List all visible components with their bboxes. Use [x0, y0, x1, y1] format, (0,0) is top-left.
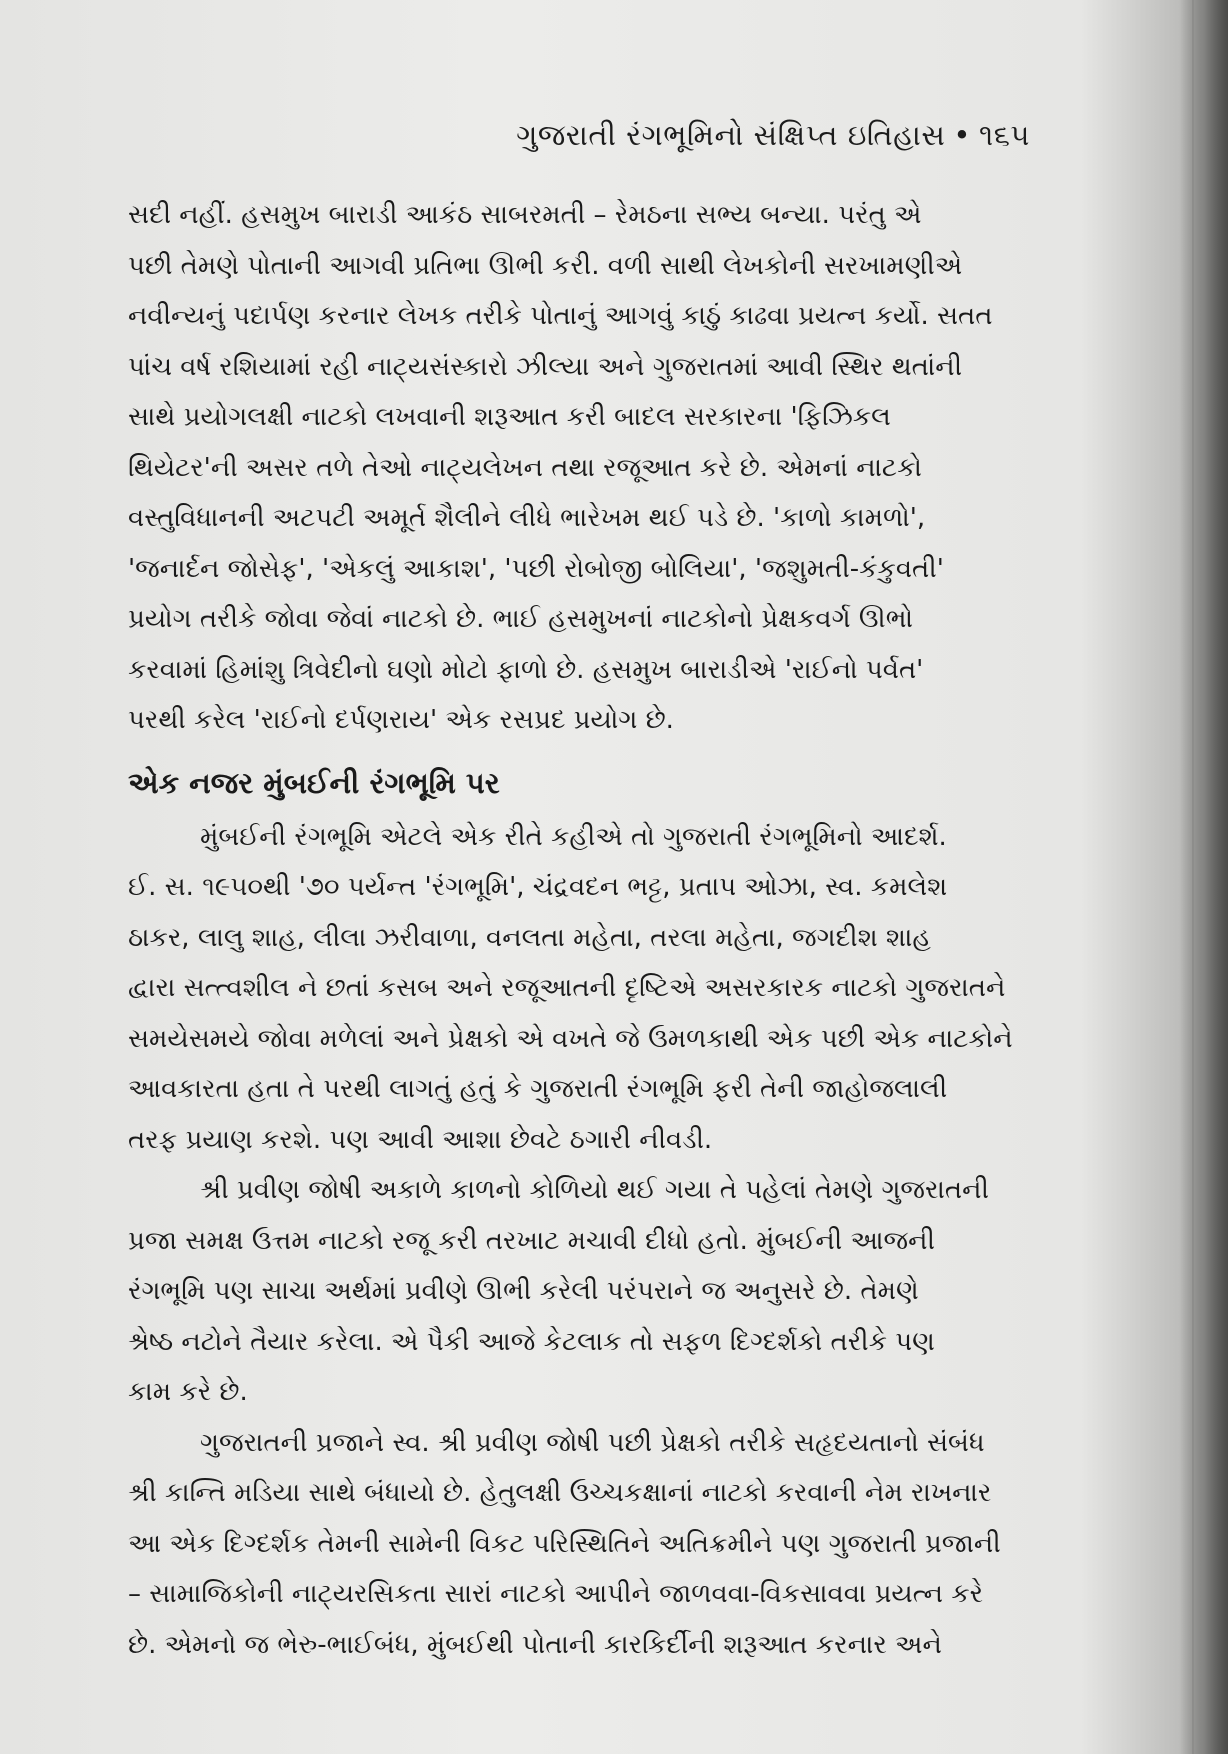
page-edge-line	[1192, 0, 1194, 1754]
text-line: નવીન્યનું પદાર્પણ કરનાર લેખક તરીકે પોતાનું આગવું કાઠું કાઢવા પ્રયત્ન કર્યો. સતત	[128, 301, 993, 331]
text-line: પાંચ વર્ષ રશિયામાં રહી નાટ્યસંસ્કારો ઝીલ્યા અને ગુજરાતમાં આવી સ્થિર થતાંની	[128, 351, 963, 382]
text-line: વસ્તુવિધાનની અટપટી અમૂર્ત શૈલીને લીધે ભારેખમ થઈ પડે છે. 'કાળો કામળો',	[128, 503, 926, 533]
text-line: શ્રેષ્ઠ નટોને તૈયાર કરેલા. એ પૈકી આજે કેટલાક તો સફળ દિગ્દર્શકો તરીકે પણ	[128, 1326, 935, 1357]
text-line: તરફ પ્રયાણ કરશે. પણ આવી આશા છેવટે ઠગારી નીવડી.	[128, 1124, 713, 1155]
text-line: સદી નહીં. હસમુખ બારાડી આકંઠ સાબરમતી – રેમઠના સભ્ય બન્યા. પરંતુ એ	[128, 200, 922, 230]
text-line: મુંબઈની રંગભૂમિ એટલે એક રીતે કહીએ તો ગુજરાતી રંગભૂમિનો આદર્શ.	[200, 821, 947, 852]
text-line: પ્રયોગ તરીકે જોવા જેવાં નાટકો છે. ભાઈ હસમુખનાં નાટકોનો પ્રેક્ષકવર્ગ ઊભો	[128, 604, 914, 634]
text-line: શ્રી કાન્તિ મડિયા સાથે બંધાયો છે. હેતુલક્ષી ઉચ્ચકક્ષાનાં નાટકો કરવાની નેમ રાખનાર	[128, 1478, 992, 1508]
page-number: ૧૬૫	[978, 118, 1030, 152]
text-line: આવકારતા હતા તે પરથી લાગતું હતું કે ગુજરાતી રંગભૂમિ ફરી તેની જાહોજલાલી	[128, 1074, 948, 1104]
running-head	[470, 118, 1030, 153]
text-line: થિયેટર'ની અસર તળે તેઓ નાટ્યલેખન તથા રજૂઆત કરે છે. એમનાં નાટકો	[128, 452, 922, 483]
running-head-separator: •	[953, 118, 971, 152]
text-line: કરવામાં હિમાંશુ ત્રિવેદીનો ઘણો મોટો ફાળો છે. હસમુખ બારાડીએ 'રાઈનો પર્વત'	[128, 654, 924, 685]
text-line: આ એક દિગ્દર્શક તેમની સામેની વિકટ પરિસ્થિતિને અતિક્રમીને પણ ગુજરાતી પ્રજાની	[128, 1528, 1001, 1559]
text-line: પ્રજા સમક્ષ ઉત્તમ નાટકો રજૂ કરી તરખાટ મચાવી દીધો હતો. મુંબઈની આજની	[128, 1225, 935, 1256]
text-line: દ્વારા સત્ત્વશીલ ને છતાં કસબ અને રજૂઆતની દૃષ્ટિએ અસરકારક નાટકો ગુજરાતને	[128, 973, 1006, 1003]
text-line: – સામાજિકોની નાટ્યરસિકતા સારાં નાટકો આપીને જાળવવા-વિકસાવવા પ્રયત્ન કરે	[128, 1579, 984, 1609]
text-line: ઈ. સ. ૧૯૫૦થી '૭૦ પર્યન્ત 'રંગભૂમિ', ચંદ્રવદન ભટ્ટ, પ્રતાપ ઓઝા, સ્વ. કમલેશ	[128, 872, 948, 902]
running-head-title: ગુજરાતી રંગભૂમિનો સંક્ષિપ્ત ઇતિહાસ	[516, 118, 946, 152]
text-line: પછી તેમણે પોતાની આગવી પ્રતિભા ઊભી કરી. વળી સાથી લેખકોની સરખામણીએ	[128, 250, 963, 281]
text-line: કામ કરે છે.	[128, 1377, 248, 1407]
section-heading: એક નજર મુંબઈની રંગભૂમિ પર	[128, 765, 500, 800]
text-line: શ્રી પ્રવીણ જોષી અકાળે કાળનો કોળિયો થઈ ગયા તે પહેલાં તેમણે ગુજરાતની	[200, 1175, 989, 1205]
text-line: સમયેસમયે જોવા મળેલાં અને પ્રેક્ષકો એ વખતે જે ઉમળકાથી એક પછી એક નાટકોને	[128, 1023, 1013, 1054]
body-text	[128, 190, 1018, 1670]
text-line: સાથે પ્રયોગલક્ષી નાટકો લખવાની શરૂઆત કરી બાદલ સરકારના 'ફિઝિકલ	[128, 402, 891, 432]
paragraph-3	[128, 1165, 1018, 1418]
text-line: ગુજરાતની પ્રજાને સ્વ. શ્રી પ્રવીણ જોષી પછી પ્રેક્ષકો તરીકે સહૃદયતાનો સંબંધ	[200, 1427, 985, 1458]
text-line: 'જનાર્દન જોસેફ', 'એકલું આકાશ', 'પછી રોબોજી બોલિયા', 'જશુમતી-કંકુવતી'	[128, 553, 944, 584]
text-line: પરથી કરેલ 'રાઈનો દર્પણરાય' એક રસપ્રદ પ્રયોગ છે.	[128, 705, 674, 735]
text-line: રંગભૂમિ પણ સાચા અર્થમાં પ્રવીણે ઊભી કરેલી પરંપરાને જ અનુસરે છે. તેમણે	[128, 1276, 919, 1306]
page-edge-shadow	[1180, 0, 1228, 1754]
paragraph-4	[128, 1418, 1018, 1671]
paragraph-2	[128, 812, 1018, 1166]
paragraph-1	[128, 190, 1018, 746]
text-line: ઠાકર, લાલુ શાહ, લીલા ઝરીવાળા, વનલતા મહેતા, તરલા મહેતા, જગદીશ શાહ	[128, 922, 931, 953]
text-line: છે. એમનો જ ભેરુ-ભાઈબંધ, મુંબઈથી પોતાની કારકિર્દીની શરૂઆત કરનાર અને	[128, 1629, 942, 1660]
